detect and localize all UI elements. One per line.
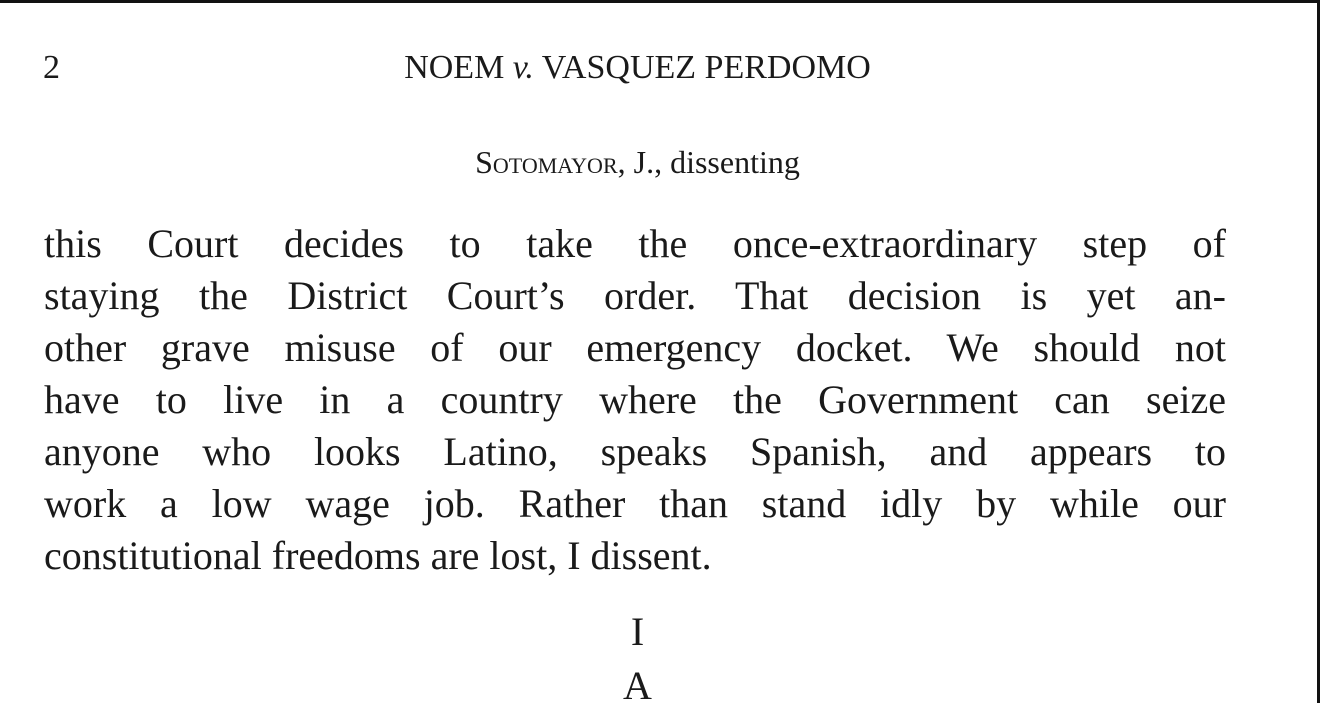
section-heading-letter: A: [623, 663, 652, 708]
page-number: 2: [43, 49, 60, 86]
opinion-attribution: [0, 142, 1275, 182]
body-line: this Court decides to take the once-extraordinary step of: [44, 221, 1226, 266]
case-name-petitioner: NOEM: [404, 49, 505, 86]
case-name-versus: v.: [512, 49, 534, 86]
opinion-body-paragraph: [44, 218, 1226, 582]
body-line: have to live in a country where the Government can seize: [44, 377, 1226, 422]
body-line: staying the District Court’s order. That decision is yet an-: [44, 273, 1226, 318]
opinion-author-suffix: , J., dissenting: [617, 144, 800, 180]
body-line: constitutional freedoms are lost, I dissent.: [44, 533, 712, 578]
body-line: anyone who looks Latino, speaks Spanish, and appears to: [44, 429, 1226, 474]
case-name-respondent: VASQUEZ PERDOMO: [541, 49, 871, 86]
body-line: other grave misuse of our emergency docket. We should not: [44, 325, 1226, 370]
running-head-case-name: [0, 48, 1275, 88]
section-heading-roman: I: [630, 609, 645, 654]
top-border: [0, 0, 1320, 3]
body-line: work a low wage job. Rather than stand idly by while our: [44, 481, 1226, 526]
opinion-author: Sotomayor: [475, 144, 618, 180]
